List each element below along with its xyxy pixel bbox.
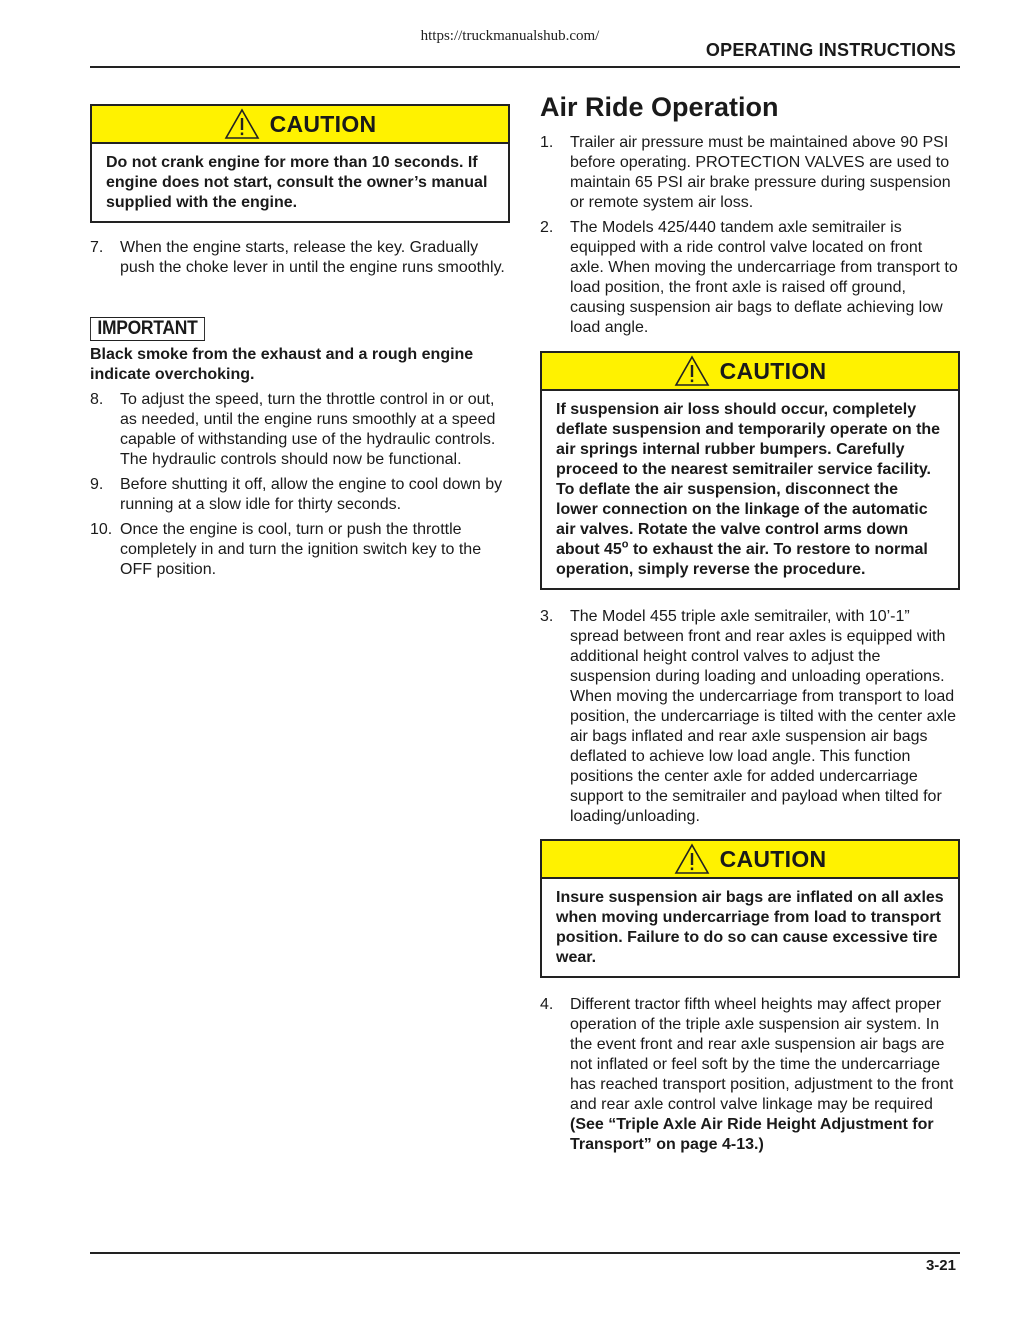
caution-text-part: to exhaust the air. To restore to normal operation, simply reverse the procedure.	[556, 541, 928, 578]
step-text: Different tractor fifth wheel heights may affect proper operation of the triple axle suspension air system. In the event front and rear axle suspension air bags are not inflated or feel soft by the time the undercarriage has reached transport position, adjustment to the front and rear axle control valve linkage may be required	[570, 996, 954, 1113]
warning-triangle-icon	[224, 108, 260, 140]
section-title: OPERATING INSTRUCTIONS	[705, 40, 956, 60]
caution-text	[542, 391, 958, 588]
step-number: 4.	[540, 996, 554, 1013]
page-number: 3-21	[925, 1257, 956, 1274]
important-label: IMPORTANT	[90, 317, 205, 341]
step-number: 9.	[90, 476, 104, 493]
page-heading: Air Ride Operation	[540, 92, 779, 122]
step-text: Before shutting it off, allow the engine to cool down by running at a slow idle for thirty seconds.	[120, 476, 503, 513]
list-item	[90, 390, 510, 470]
degree-mark: o	[621, 538, 629, 551]
step-text: Once the engine is cool, turn or push the throttle completely in and turn the ignition switch key to the OFF position.	[120, 521, 482, 578]
header-rule	[90, 66, 960, 68]
caution-title: CAUTION	[719, 845, 827, 872]
step-number: 3.	[540, 608, 554, 625]
step-number: 7.	[90, 239, 104, 256]
caution-box-air-bags	[540, 839, 960, 978]
step-list-1-2	[540, 133, 960, 343]
step-text: The Models 425/440 tandem axle semitrailer is equipped with a ride control valve located on front axle. When moving the undercarriage from transport to load position, the front axle is raised off ground, causing suspension air bags to deflate achieving low load angle.	[570, 219, 958, 336]
list-item	[540, 133, 960, 213]
step-number: 8.	[90, 391, 104, 408]
step-text: When the engine starts, release the key. Gradually push the choke lever in until the engine runs smoothly.	[120, 239, 505, 276]
caution-text-part: If suspension air loss should occur, completely deflate suspension and temporarily operate on the air springs internal rubber bumpers. Carefully proceed to the nearest semitrailer service facility. To deflate the air suspension, disconnect the lower connection on the linkage of the automatic air valves. Rotate the valve control arms down about 45	[556, 401, 941, 558]
source-url: https://truckmanualshub.com/	[420, 28, 600, 44]
step-text: To adjust the speed, turn the throttle control in or out, as needed, until the engine runs smoothly at a speed capable of withstanding use of the hydraulic controls. The hydraulic controls should now be functional.	[120, 391, 496, 468]
caution-text: Insure suspension air bags are inflated on all axles when moving undercarriage from load to transport position. Failure to do so can cause excessive tire wear.	[556, 889, 944, 966]
warning-triangle-icon	[674, 355, 710, 387]
step-text: Trailer air pressure must be maintained above 90 PSI before operating. PROTECTION VALVES are used to maintain 65 PSI air brake pressure during suspension or remote system air loss.	[570, 134, 951, 211]
list-item	[90, 238, 510, 278]
step-list-3	[540, 607, 960, 832]
step-list-4	[540, 995, 960, 1160]
list-item	[90, 520, 510, 580]
warning-triangle-icon	[674, 843, 710, 875]
footer-rule	[90, 1252, 960, 1254]
list-item	[540, 218, 960, 338]
caution-header	[92, 106, 508, 144]
step-list-7	[90, 238, 510, 283]
caution-box-engine-crank	[90, 104, 510, 223]
list-item	[540, 607, 960, 827]
important-text: Black smoke from the exhaust and a rough engine indicate overchoking.	[90, 346, 474, 383]
caution-header	[542, 353, 958, 391]
step-text: The Model 455 triple axle semitrailer, with 10’-1” spread between front and rear axles is equipped with additional height control valves to adjust the suspension during loading and unloading operations. When moving the undercarriage from transport to load position, the undercarriage is tilted with the center axle air bags inflated and rear axle suspension air bags deflated to achieve low load angle. This function positions the center axle for added undercarriage support to the semitrailer and payload when tilted for loading/unloading.	[570, 608, 956, 825]
step-number: 10.	[90, 521, 113, 538]
caution-title: CAUTION	[719, 357, 827, 384]
step-number: 1.	[540, 134, 554, 151]
caution-title: CAUTION	[269, 110, 377, 137]
list-item	[90, 475, 510, 515]
list-item	[540, 995, 960, 1155]
step-list-8-10	[90, 390, 510, 585]
caution-text: Do not crank engine for more than 10 seconds. If engine does not start, consult the owner’s manual supplied with the engine.	[106, 154, 488, 211]
cross-reference: (See “Triple Axle Air Ride Height Adjustment for Transport” on page 4-13.)	[570, 1116, 934, 1153]
caution-box-air-loss	[540, 351, 960, 590]
step-number: 2.	[540, 219, 554, 236]
caution-header	[542, 841, 958, 879]
